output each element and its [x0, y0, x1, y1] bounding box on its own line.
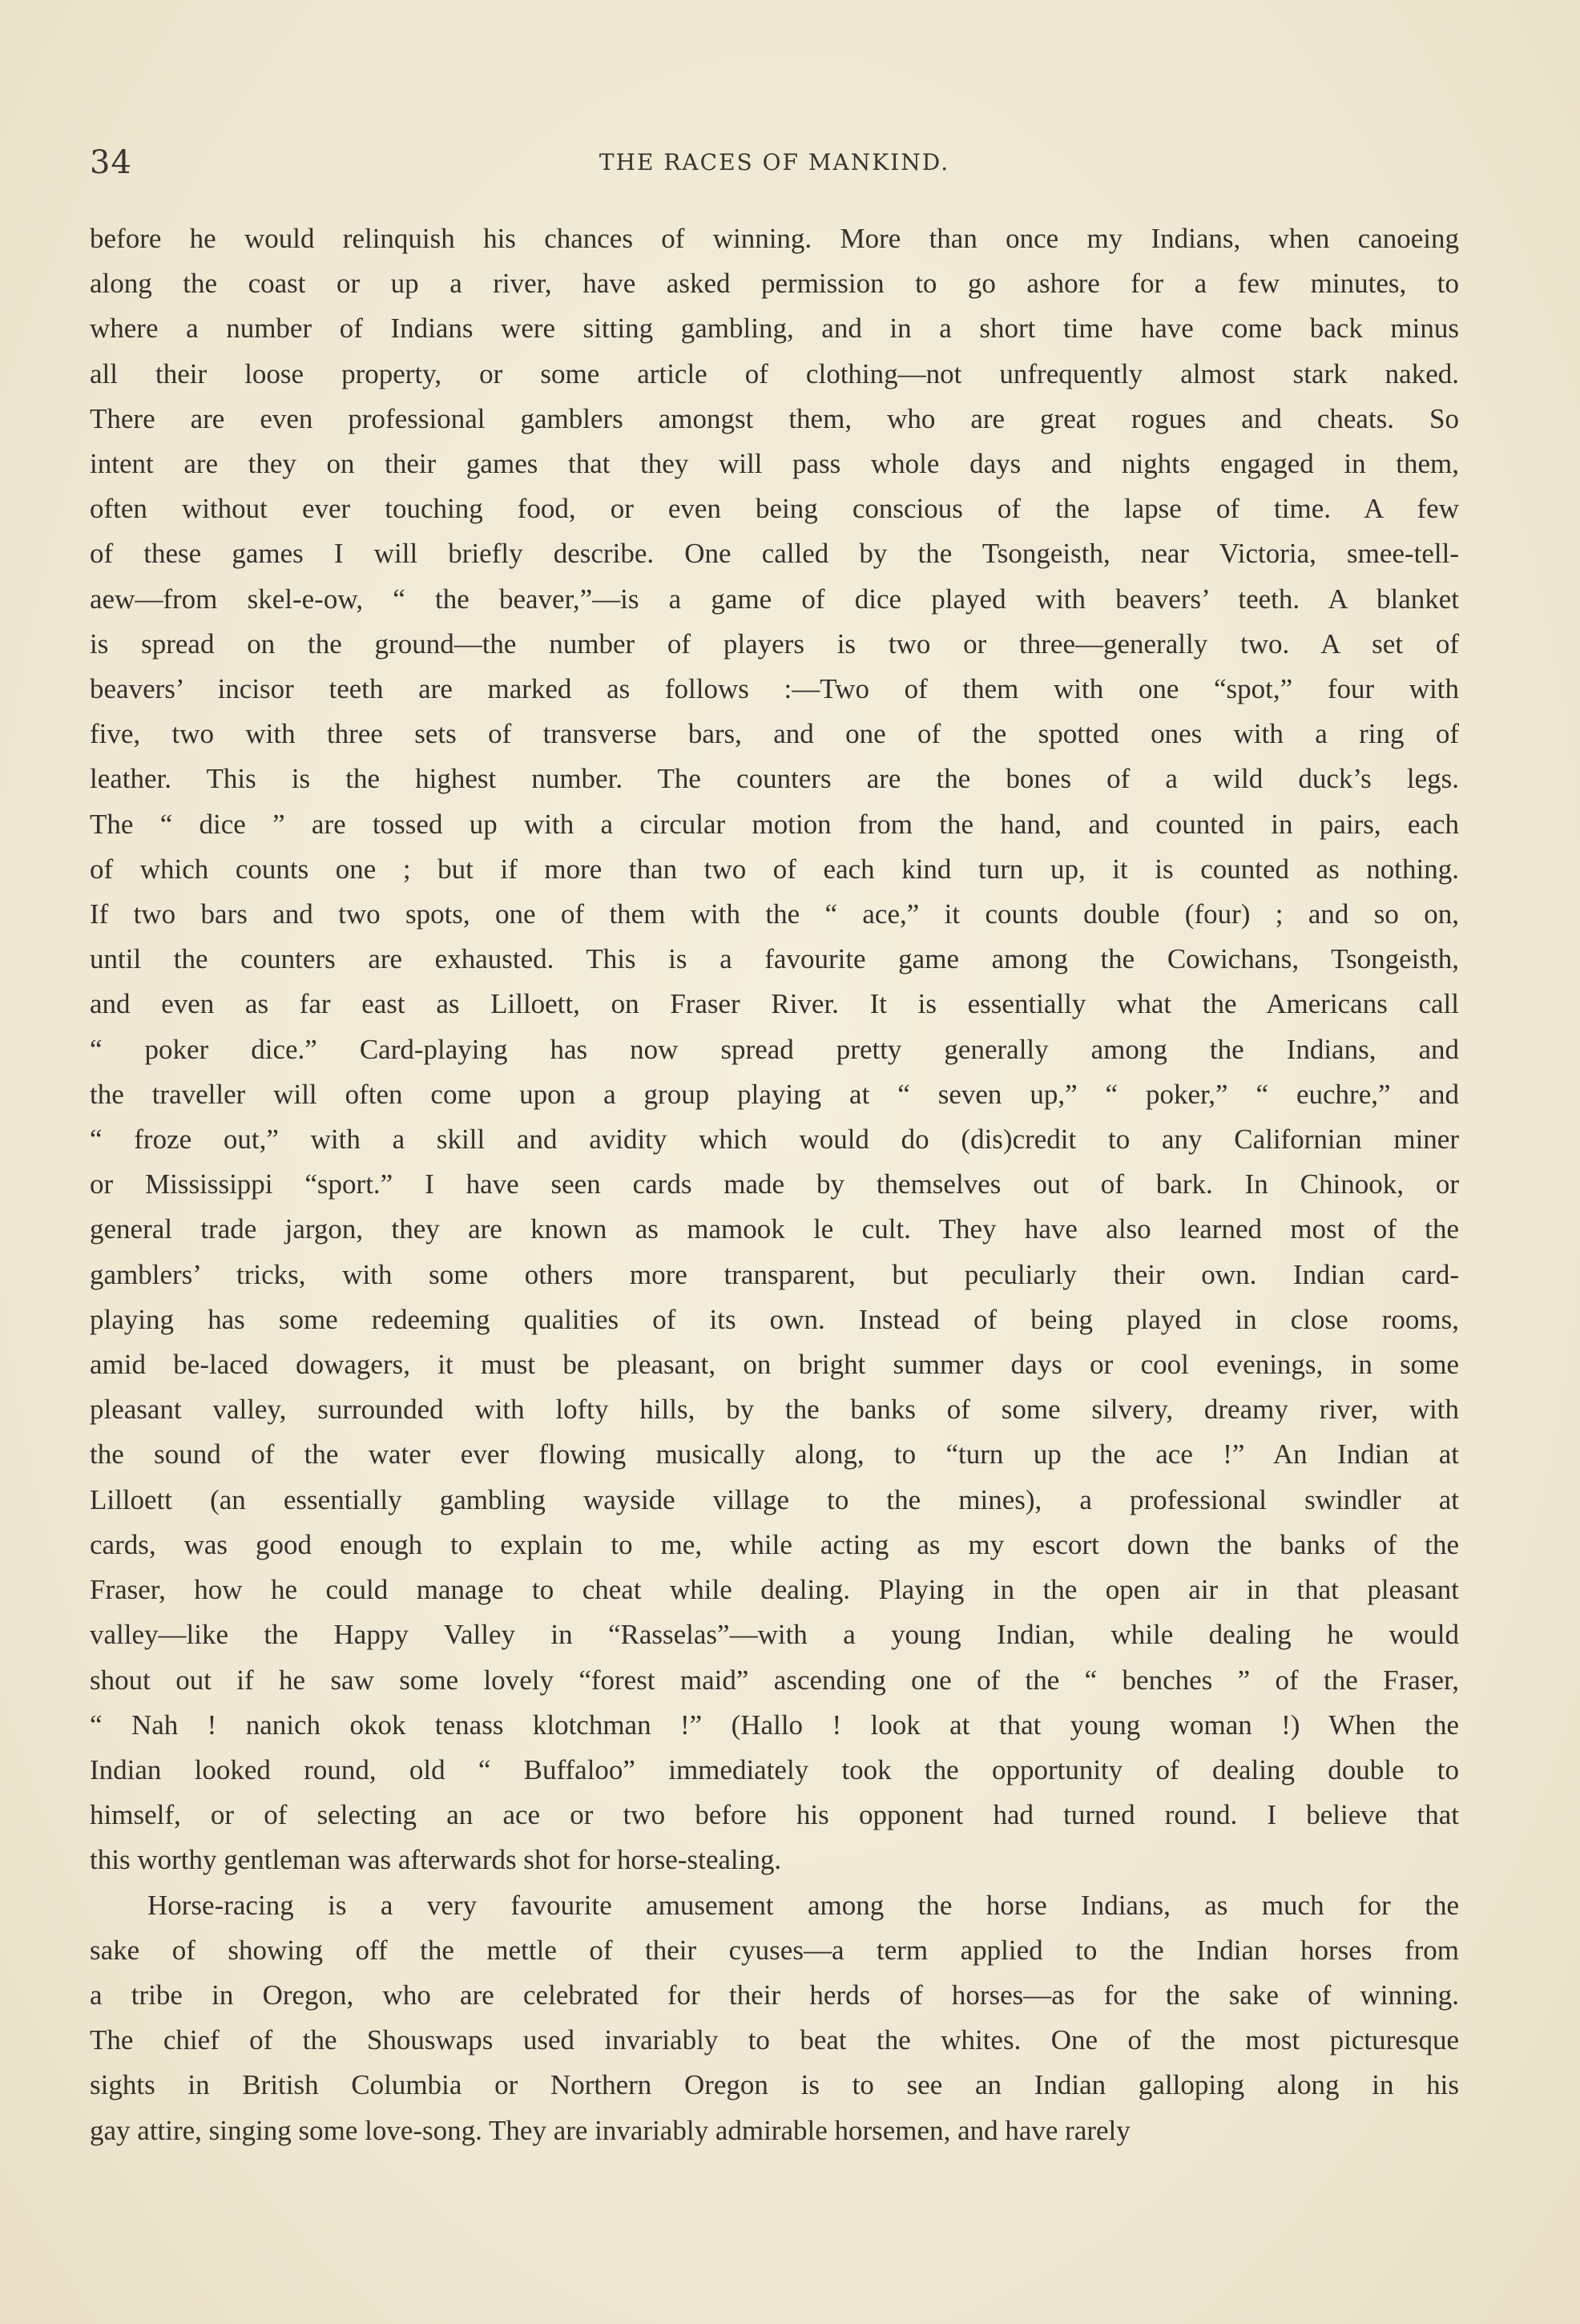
text-line: “ Nah ! nanich okok tenass klotchman !” (Hallo ! look at that young woman !) When the [90, 1709, 1459, 1741]
text-line: “ froze out,” with a skill and avidity which would do (dis)credit to any Californian miner [90, 1124, 1459, 1156]
text-line: and even as far east as Lilloett, on Fraser River. It is essentially what the Americans call [90, 988, 1459, 1020]
running-head: THE RACES OF MANKIND. [599, 149, 950, 176]
paragraph [90, 216, 1459, 1883]
text-line: “ poker dice.” Card-playing has now spread pretty generally among the Indians, and [90, 1033, 1459, 1065]
text-line: the traveller will often come upon a group playing at “ seven up,” “ poker,” “ euchre,” and [90, 1078, 1459, 1110]
page-header [90, 141, 1459, 189]
text-line: general trade jargon, they are known as mamook le cult. They have also learned most of the [90, 1213, 1459, 1245]
text-line: aew—from skel-e-ow, “ the beaver,”—is a game of dice played with beavers’ teeth. A blanket [90, 583, 1459, 615]
text-line: If two bars and two spots, one of them with the “ ace,” it counts double (four) ; and so on, [90, 898, 1459, 930]
text-line: beavers’ incisor teeth are marked as follows :—Two of them with one “spot,” four with [90, 673, 1459, 705]
text-line: often without ever touching food, or even being conscious of the lapse of time. A few [90, 493, 1459, 525]
text-line: Fraser, how he could manage to cheat while dealing. Playing in the open air in that pleasant [90, 1574, 1459, 1606]
text-line: before he would relinquish his chances of winning. More than once my Indians, when canoeing [90, 223, 1459, 254]
text-line: playing has some redeeming qualities of its own. Instead of being played in close rooms, [90, 1303, 1459, 1335]
text-line: leather. This is the highest number. The counters are the bones of a wild duck’s legs. [90, 763, 1459, 795]
text-line: himself, or of selecting an ace or two before his opponent had turned round. I believe that [90, 1799, 1459, 1831]
text-line: intent are they on their games that they will pass whole days and nights engaged in them, [90, 448, 1459, 480]
text-line: gay attire, singing some love-song. They are invariably admirable horsemen, and have rarely [90, 2114, 1131, 2146]
text-line: is spread on the ground—the number of players is two or three—generally two. A set of [90, 627, 1459, 660]
text-line: gamblers’ tricks, with some others more transparent, but peculiarly their own. Indian card- [90, 1258, 1459, 1290]
text-line: along the coast or up a river, have asked permission to go ashore for a few minutes, to [90, 268, 1459, 300]
text-line: all their loose property, or some article of clothing—not unfrequently almost stark naked. [90, 357, 1459, 389]
text-line: shout out if he saw some lovely “forest maid” ascending one of the “ benches ” of the Fraser, [90, 1664, 1459, 1696]
text-line: Horse-racing is a very favourite amusement among the horse Indians, as much for the [147, 1889, 1459, 1921]
text-line: five, two with three sets of transverse bars, and one of the spotted ones with a ring of [90, 718, 1459, 750]
page-number: 34 [90, 144, 132, 181]
paragraph [90, 1883, 1459, 2153]
text-line: sights in British Columbia or Northern Oregon is to see an Indian galloping along in his [90, 2069, 1459, 2101]
text-line: There are even professional gamblers amongst them, who are great rogues and cheats. So [90, 402, 1459, 434]
body-text [90, 216, 1459, 2153]
text-line: sake of showing off the mettle of their cyuses—a term applied to the Indian horses from [90, 1934, 1459, 1966]
text-line: cards, was good enough to explain to me, while acting as my escort down the banks of the [90, 1528, 1459, 1560]
text-line: pleasant valley, surrounded with lofty hills, by the banks of some silvery, dreamy river, with [90, 1394, 1459, 1426]
text-line: a tribe in Oregon, who are celebrated for their herds of horses—as for the sake of winning. [90, 1979, 1459, 2011]
text-line: this worthy gentleman was afterwards shot for horse-stealing. [90, 1844, 782, 1876]
text-line: the sound of the water ever flowing musically along, to “turn up the ace !” An Indian at [90, 1438, 1459, 1471]
text-line: of which counts one ; but if more than two of each kind turn up, it is counted as nothing. [90, 853, 1459, 885]
text-line: or Mississippi “sport.” I have seen cards made by themselves out of bark. In Chinook, or [90, 1168, 1459, 1200]
text-line: until the counters are exhausted. This is a favourite game among the Cowichans, Tsongeisth, [90, 943, 1459, 975]
text-line: of these games I will briefly describe. One called by the Tsongeisth, near Victoria, smee-tell- [90, 538, 1459, 570]
text-line: where a number of Indians were sitting gambling, and in a short time have come back minus [90, 313, 1459, 345]
text-line: amid be-laced dowagers, it must be pleasant, on bright summer days or cool evenings, in some [90, 1349, 1459, 1381]
text-line: Lilloett (an essentially gambling wayside village to the mines), a professional swindler at [90, 1483, 1459, 1515]
text-line: Indian looked round, old “ Buffaloo” immediately took the opportunity of dealing double to [90, 1753, 1459, 1785]
text-line: valley—like the Happy Valley in “Rasselas”—with a young Indian, while dealing he would [90, 1619, 1459, 1651]
text-line: The “ dice ” are tossed up with a circular motion from the hand, and counted in pairs, each [90, 808, 1459, 840]
text-line: The chief of the Shouswaps used invariably to beat the whites. One of the most picturesque [90, 2024, 1459, 2056]
